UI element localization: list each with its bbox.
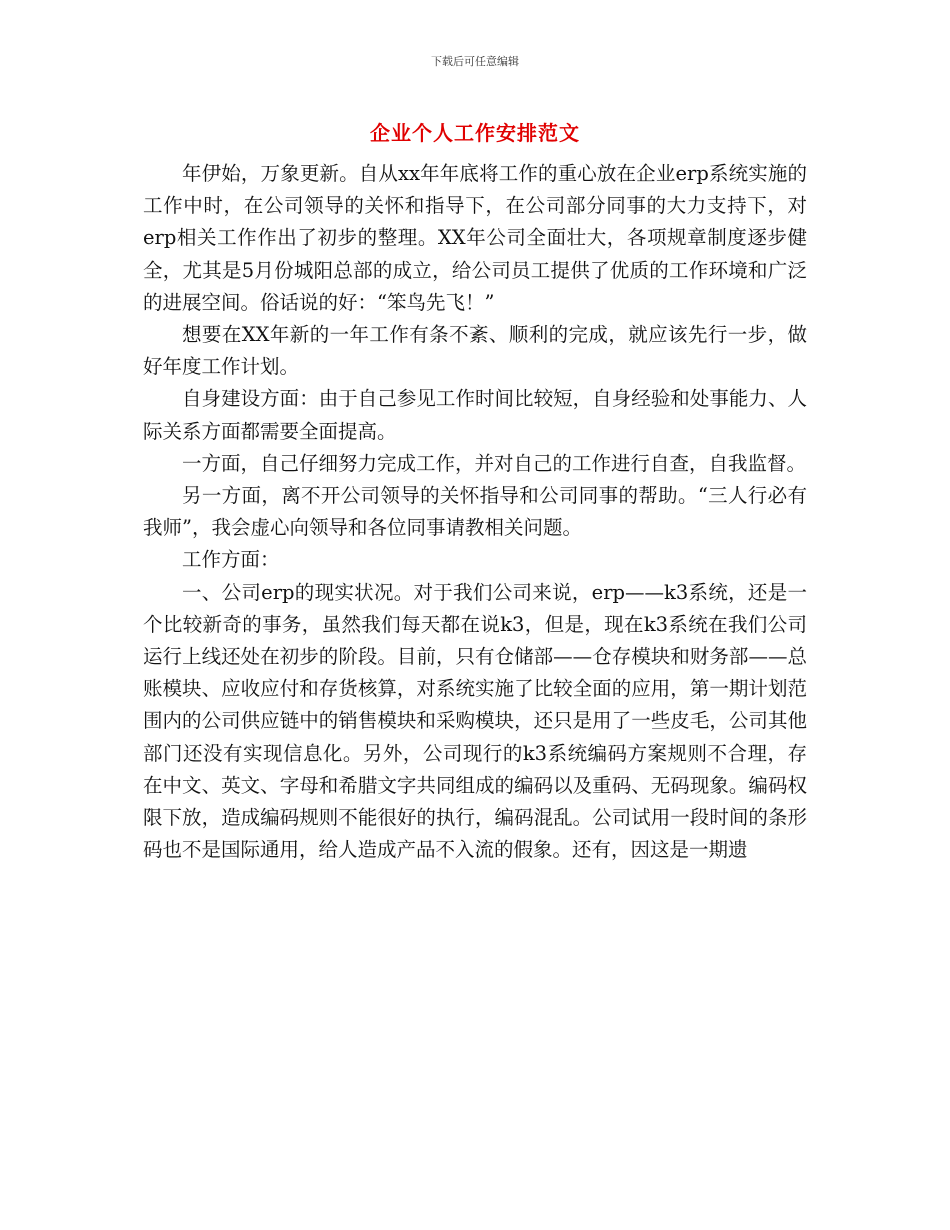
document-title: 企业个人工作安排范文 xyxy=(370,121,580,145)
paragraph-5: 另一方面，离不开公司领导的关怀指导和公司同事的帮助。“三人行必有我师”，我会虚心向领导和各位同事请教相关问题。 xyxy=(143,484,807,540)
paragraph-3: 自身建设方面：由于自己参见工作时间比较短，自身经验和处事能力、人际关系方面都需要全面提高。 xyxy=(143,387,807,443)
header-note: 下载后可任意编辑 xyxy=(431,55,519,68)
document-body xyxy=(143,158,807,866)
paragraph-4: 一方面，自己仔细努力完成工作，并对自己的工作进行自查，自我监督。 xyxy=(182,451,807,475)
paragraph-2: 想要在XX年新的一年工作有条不紊、顺利的完成，就应该先行一步，做好年度工作计划。 xyxy=(143,323,807,379)
paragraph-6: 工作方面： xyxy=(182,548,280,572)
paragraph-1: 年伊始，万象更新。自从xx年年底将工作的重心放在企业erp系统实施的工作中时，在公司领导的关怀和指导下，在公司部分同事的大力支持下，对erp相关工作作出了初步的整理。XX年公司全面壮大，各项规章制度逐步健全，尤其是5月份城阳总部的成立，给公司员工提供了优质的工作环境和广泛的进展空间。俗话说的好：“笨鸟先飞！” xyxy=(143,162,807,314)
paragraph-7: 一、公司erp的现实状况。对于我们公司来说，erp——k3系统，还是一个比较新奇的事务，虽然我们每天都在说k3，但是，现在k3系统在我们公司运行上线还处在初步的阶段。目前，只有仓储部——仓存模块和财务部——总账模块、应收应付和存货核算，对系统实施了比较全面的应用，第一期计划范围内的公司供应链中的销售模块和采购模块，还只是用了一些皮毛，公司其他部门还没有实现信息化。另外，公司现行的k3系统编码方案规则不合理，存在中文、英文、字母和希腊文字共同组成的编码以及重码、无码现象。编码权限下放，造成编码规则不能很好的执行，编码混乱。公司试用一段时间的条形码也不是国际通用，给人造成产品不入流的假象。还有，因这是一期遗 xyxy=(143,580,807,862)
